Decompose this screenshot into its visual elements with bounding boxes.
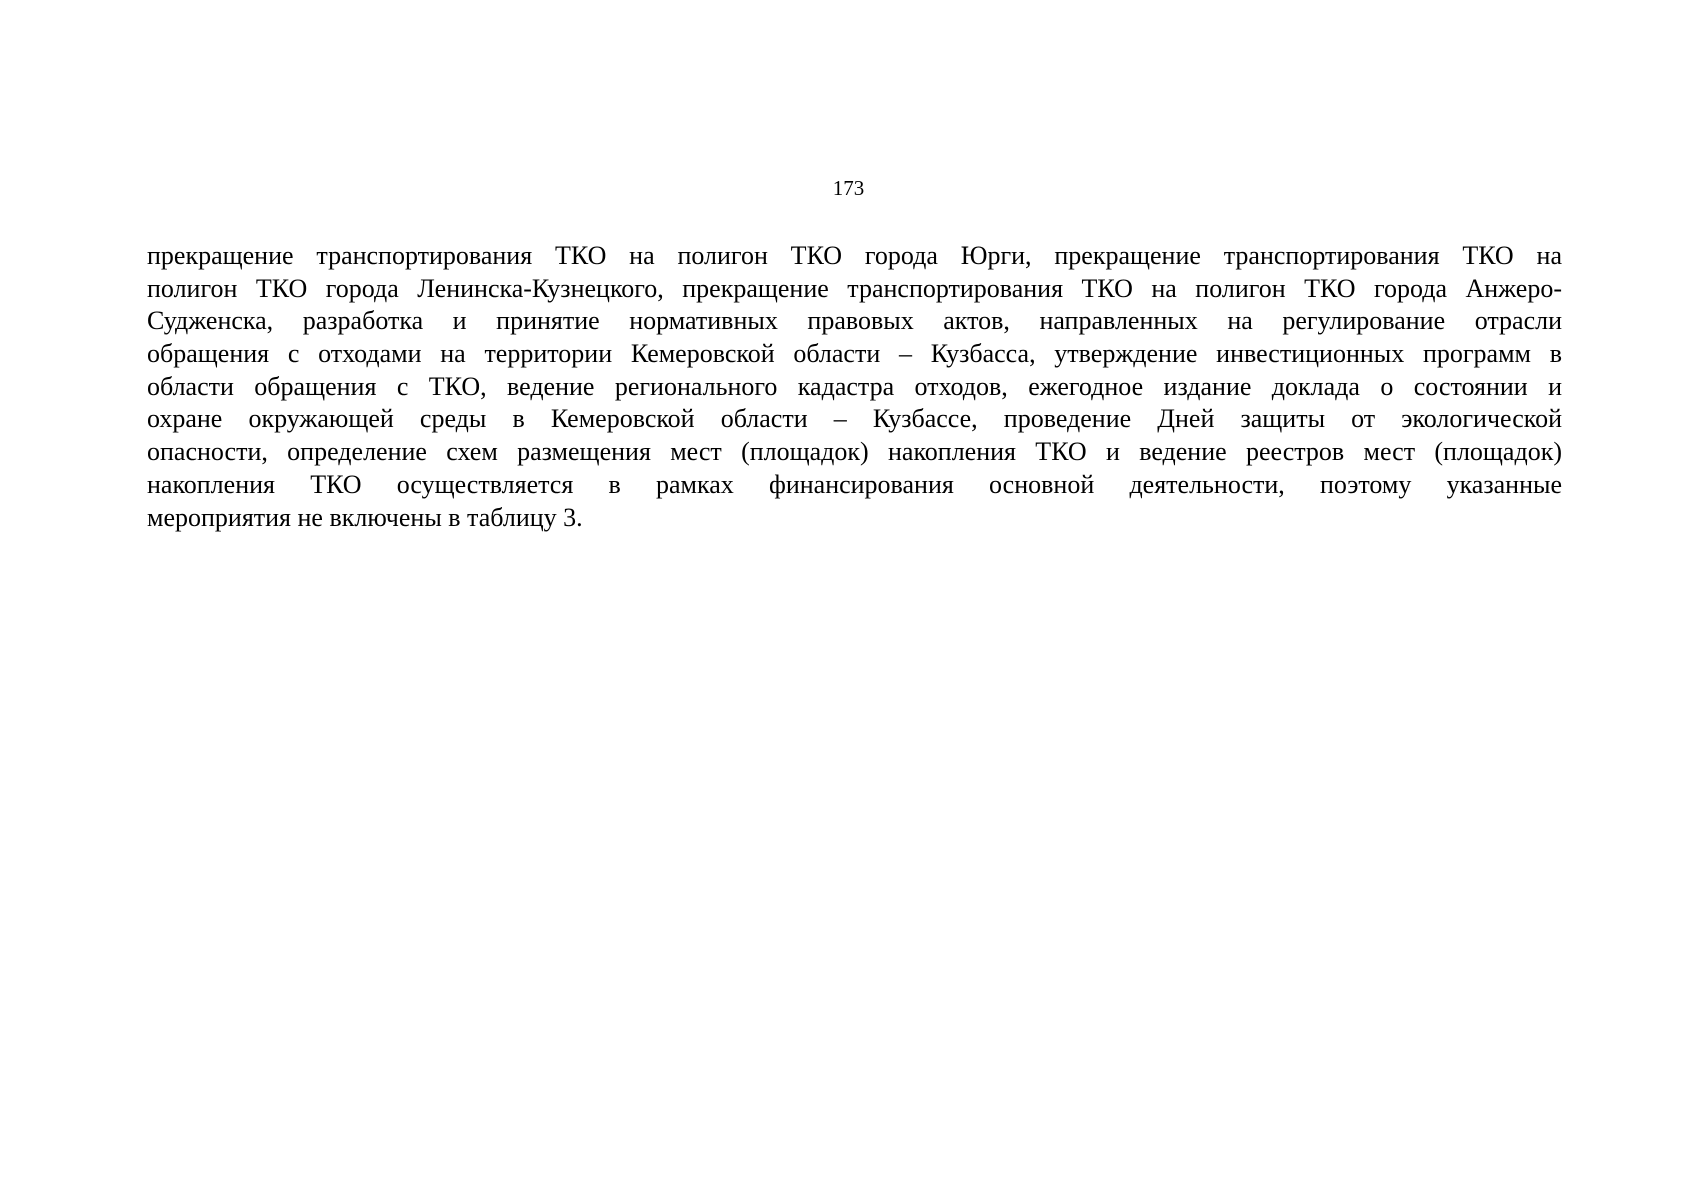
paragraph-line: области обращения с ТКО, ведение регионального кадастра отходов, ежегодное издание доклада о состоянии и	[147, 371, 1562, 401]
page-number: 173	[832, 176, 865, 200]
paragraph-line: охране окружающей среды в Кемеровской области – Кузбассе, проведение Дней защиты от экологической	[147, 404, 1562, 434]
paragraph-line: полигон ТКО города Ленинска-Кузнецкого, прекращение транспортирования ТКО на полигон ТКО города Анжеро-	[147, 273, 1562, 303]
paragraph-line: опасности, определение схем размещения мест (площадок) накопления ТКО и ведение реестров мест (площадок)	[147, 437, 1562, 467]
paragraph-line: обращения с отходами на территории Кемеровской области – Кузбасса, утверждение инвестиционных программ в	[147, 339, 1562, 369]
paragraph-line: Судженска, разработка и принятие нормативных правовых актов, направленных на регулирование отрасли	[147, 306, 1562, 336]
paragraph-line-last: мероприятия не включены в таблицу 3.	[147, 502, 583, 532]
body-paragraph	[147, 240, 1562, 534]
paragraph-line: прекращение транспортирования ТКО на полигон ТКО города Юрги, прекращение транспортирования ТКО на	[147, 241, 1562, 270]
paragraph-line: накопления ТКО осуществляется в рамках финансирования основной деятельности, поэтому указанные	[147, 469, 1562, 499]
